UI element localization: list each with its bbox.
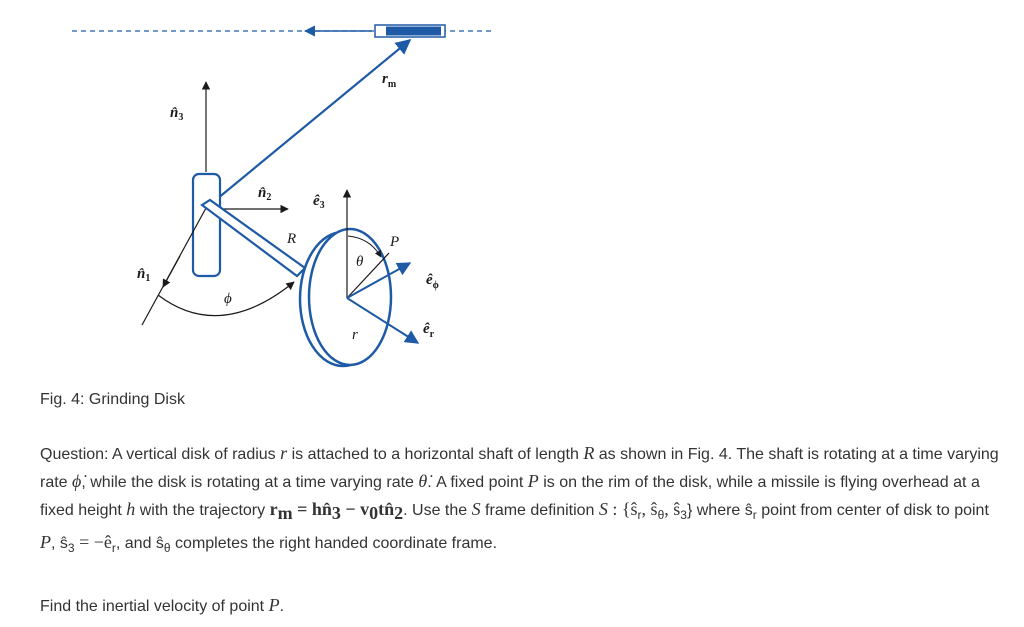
- n1-label: $n̂_1$: [137, 266, 151, 284]
- disk-radius-label: r: [352, 327, 358, 343]
- e3-label: $ê_3$: [313, 193, 325, 211]
- figure-caption: Fig. 4: Grinding Disk: [40, 391, 185, 408]
- n2-label: $n̂_2$: [258, 185, 272, 203]
- shaft-length-label: R: [287, 231, 297, 247]
- n3-label: $n̂_3$: [170, 105, 184, 123]
- theta-label: θ: [356, 254, 364, 270]
- er-label: $ê_r$: [423, 321, 435, 340]
- rm-vector: [206, 40, 410, 208]
- question-paragraph: Question: A vertical disk of radius r is attached to a horizontal shaft of length R as shown in Fig. 4. The shaft is rotating at a time varying rate ϕ̇, while the disk is rotating at a time varying rate θ̇. A fixed point P is on the rim of the disk, while a missile is flying overhead at a fixed height h with the trajectory $r_m$ = $hn̂_3$ − $v_0tn̂_2$. Use the S frame definition S : {$ŝ_r$, $ŝ_\theta$, $ŝ_3$} where $ŝ_r$ point from center of disk to point P, $ŝ_3$ = $-ê_r$, and $ŝ_\theta$ completes the right handed coordinate frame.: [40, 443, 999, 556]
- n1-axis-arrow: [163, 256, 180, 287]
- rm-label: $r_m$: [382, 71, 397, 90]
- missile-fill: [386, 27, 441, 36]
- find-prompt: Find the inertial velocity of point P.: [40, 595, 285, 615]
- point-p-label: P: [390, 234, 400, 250]
- ephi-label: $ê_\phi$: [426, 272, 439, 291]
- phi-label: ϕ: [224, 291, 232, 307]
